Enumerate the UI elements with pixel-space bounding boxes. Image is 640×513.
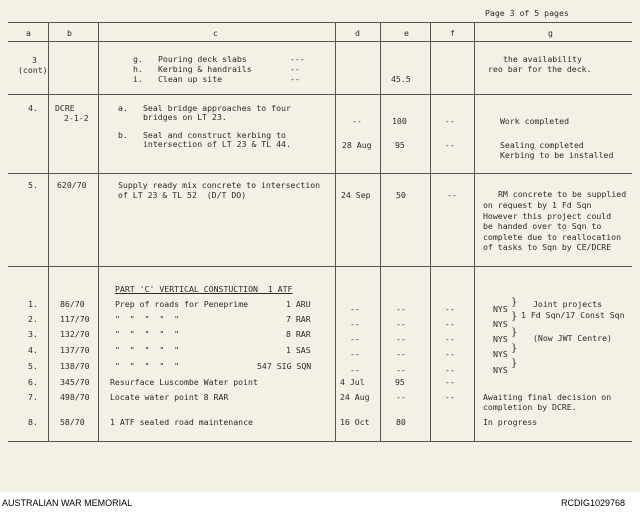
partc-row-ref: 132/70 bbox=[60, 329, 90, 339]
row4a-remark: Work completed bbox=[500, 116, 570, 126]
partc-row-ref: 138/70 bbox=[60, 361, 90, 371]
partc-row-number: 1. bbox=[28, 299, 38, 309]
row3-item-text: Clean up site bbox=[158, 74, 223, 84]
row5-f: -- bbox=[447, 190, 457, 200]
row3-item-letter: g. bbox=[133, 54, 143, 64]
col-header-c: c bbox=[213, 28, 218, 38]
partc-row-d: 4 Jul bbox=[340, 377, 365, 387]
brace-left: } bbox=[511, 358, 518, 369]
col-header-g: g bbox=[548, 28, 553, 38]
partc-row-status: NYS bbox=[493, 334, 508, 344]
partc-row-e: -- bbox=[396, 392, 406, 402]
col-divider bbox=[335, 22, 336, 442]
col-divider bbox=[430, 22, 431, 442]
row3-number: 3 bbox=[32, 55, 37, 65]
row4a-e: 100 bbox=[392, 116, 407, 126]
row-rule bbox=[8, 94, 632, 95]
partc-row-d: -- bbox=[350, 349, 360, 359]
partc-row-ref: 137/70 bbox=[60, 345, 90, 355]
partc-row-f: -- bbox=[445, 319, 455, 329]
partc-row-e: -- bbox=[396, 334, 406, 344]
partc-row-desc: " " " " " bbox=[115, 361, 180, 371]
row5-ref: 620/70 bbox=[57, 180, 87, 190]
col-divider bbox=[98, 22, 99, 442]
partc-row-e: -- bbox=[396, 349, 406, 359]
header-bottom-rule bbox=[8, 41, 632, 42]
partc-row-status: NYS bbox=[493, 319, 508, 329]
row5-remark: RM concrete to be supplied bbox=[498, 189, 627, 199]
joint-note: 1 Fd Sqn/17 Const Sqn bbox=[521, 310, 625, 320]
page-label: Page 3 of 5 pages bbox=[485, 8, 569, 18]
brace-left: } bbox=[511, 297, 518, 308]
partc-row-desc: " " " " " bbox=[115, 329, 180, 339]
archive-id: RCDIG1029768 bbox=[561, 498, 626, 508]
row3-item-text: Kerbing & handrails bbox=[158, 64, 252, 74]
row3-remark: reo bar for the deck. bbox=[488, 64, 592, 74]
row4a-d: -- bbox=[352, 116, 362, 126]
partc-row-desc: " " " " " bbox=[115, 314, 180, 324]
row-rule bbox=[8, 266, 632, 267]
col-header-e: e bbox=[404, 28, 409, 38]
joint-note: (Now JWT Centre) bbox=[533, 333, 612, 343]
partc-row-number: 2. bbox=[28, 314, 38, 324]
partc-row-number: 3. bbox=[28, 329, 38, 339]
row4b-e: 95 bbox=[395, 140, 405, 150]
partc-row-f: -- bbox=[445, 392, 455, 402]
row5-remark: complete due to reallocation bbox=[483, 232, 622, 242]
partc-row-ref: 498/70 bbox=[60, 392, 90, 402]
row5-desc: Supply ready mix concrete to intersection bbox=[118, 180, 321, 190]
partc-row-number: 6. bbox=[28, 377, 38, 387]
row3-item-dash: --- bbox=[290, 54, 305, 64]
row3-item-letter: h. bbox=[133, 64, 143, 74]
partc-row-desc: " " " " " bbox=[115, 345, 180, 355]
partc-row-unit: 1 ARU bbox=[286, 299, 311, 309]
partc-row-e: 95 bbox=[395, 377, 405, 387]
partc-row-unit: 547 SIG SQN bbox=[257, 361, 312, 371]
partc-row-desc: Prep of roads for Peneprime bbox=[115, 299, 249, 309]
row5-desc: of LT 23 & TL 52 (D/T DO) bbox=[118, 190, 247, 200]
partc-row-status: NYS bbox=[493, 304, 508, 314]
col-divider bbox=[48, 22, 49, 442]
row4b-desc: Seal and construct kerbing to bbox=[143, 130, 286, 140]
header-top-rule bbox=[8, 22, 632, 23]
partc-row-desc: Locate water point 8 RAR bbox=[110, 392, 229, 402]
row3-e-value: 45.5 bbox=[391, 74, 411, 84]
row3-item-dash: -- bbox=[290, 64, 300, 74]
partc-row-d: -- bbox=[350, 304, 360, 314]
row5-e: 50 bbox=[396, 190, 406, 200]
row4-ref: 2-1-2 bbox=[64, 113, 89, 123]
partc-row-remark: In progress bbox=[483, 417, 538, 427]
partc-row-d: 24 Aug bbox=[340, 392, 370, 402]
row5-remark: on request by 1 Fd Sqn bbox=[483, 200, 592, 210]
partc-row-unit: 8 RAR bbox=[286, 329, 311, 339]
partc-row-number: 5. bbox=[28, 361, 38, 371]
row4b-d: 28 Aug bbox=[342, 140, 372, 150]
partc-row-unit: 1 SAS bbox=[286, 345, 311, 355]
partc-row-d: -- bbox=[350, 334, 360, 344]
col-divider bbox=[474, 22, 475, 442]
partc-row-d: -- bbox=[350, 365, 360, 375]
row5-remark: However this project could bbox=[483, 211, 612, 221]
row4a-desc: bridges on LT 23. bbox=[143, 112, 227, 122]
row3-cont: (cont) bbox=[18, 65, 48, 75]
partc-row-desc: 1 ATF sealed road maintenance bbox=[110, 417, 253, 427]
row4b-desc: intersection of LT 23 & TL 44. bbox=[143, 139, 291, 149]
row4a-f: -- bbox=[445, 116, 455, 126]
partc-row-d: 16 Oct bbox=[340, 417, 370, 427]
partc-row-e: -- bbox=[396, 365, 406, 375]
partc-row-unit: 7 RAR bbox=[286, 314, 311, 324]
partc-row-remark: Awaiting final decision on bbox=[483, 392, 612, 402]
partc-row-f: -- bbox=[445, 365, 455, 375]
row3-remark: the availability bbox=[503, 54, 582, 64]
row3-item-text: Pouring deck slabs bbox=[158, 54, 247, 64]
brace-left: } bbox=[511, 311, 518, 322]
row4b-f: -- bbox=[445, 140, 455, 150]
partc-row-f: -- bbox=[445, 377, 455, 387]
partc-row-remark: completion by DCRE. bbox=[483, 402, 577, 412]
col-divider bbox=[380, 22, 381, 442]
row4b-remark: Kerbing to be installed bbox=[500, 150, 614, 160]
partc-row-ref: 86/70 bbox=[60, 299, 85, 309]
row4a-desc: Seal bridge approaches to four bbox=[143, 103, 291, 113]
row5-remark: be handed over to Sqn to bbox=[483, 221, 602, 231]
partc-row-f: -- bbox=[445, 304, 455, 314]
partc-row-ref: 58/70 bbox=[60, 417, 85, 427]
col-header-b: b bbox=[67, 28, 72, 38]
partc-row-f: -- bbox=[445, 334, 455, 344]
col-header-d: d bbox=[355, 28, 360, 38]
table-bottom-rule bbox=[8, 441, 632, 442]
section-heading: PART 'C' VERTICAL CONSTUCTION 1 ATF bbox=[115, 284, 293, 294]
partc-row-ref: 345/70 bbox=[60, 377, 90, 387]
row4-number: 4. bbox=[28, 103, 38, 113]
col-header-a: a bbox=[26, 28, 31, 38]
row5-d: 24 Sep bbox=[341, 190, 371, 200]
partc-row-status: NYS bbox=[493, 349, 508, 359]
partc-row-status: NYS bbox=[493, 365, 508, 375]
partc-row-e: -- bbox=[396, 304, 406, 314]
partc-row-e: -- bbox=[396, 319, 406, 329]
row5-remark: of tasks to Sqn by CE/DCRE bbox=[483, 242, 612, 252]
partc-row-f: -- bbox=[445, 349, 455, 359]
partc-row-number: 4. bbox=[28, 345, 38, 355]
partc-row-ref: 117/70 bbox=[60, 314, 90, 324]
row3-item-dash: -- bbox=[290, 74, 300, 84]
row5-number: 5. bbox=[28, 180, 38, 190]
partc-row-number: 8. bbox=[28, 417, 38, 427]
partc-row-d: -- bbox=[350, 319, 360, 329]
row3-item-letter: i. bbox=[133, 74, 143, 84]
joint-note: Joint projects bbox=[533, 299, 603, 309]
archive-credit: AUSTRALIAN WAR MEMORIAL bbox=[2, 498, 133, 508]
partc-row-desc: Resurface Luscombe Water point bbox=[110, 377, 258, 387]
row4b-remark: Sealing completed bbox=[500, 140, 584, 150]
brace-left: } bbox=[511, 343, 518, 354]
partc-row-number: 7. bbox=[28, 392, 38, 402]
row4a-letter: a. bbox=[118, 103, 128, 113]
brace-left: } bbox=[511, 327, 518, 338]
col-header-f: f bbox=[450, 28, 455, 38]
row4b-letter: b. bbox=[118, 130, 128, 140]
row4-ref: DCRE bbox=[55, 103, 75, 113]
partc-row-e: 80 bbox=[396, 417, 406, 427]
row-rule bbox=[8, 173, 632, 174]
